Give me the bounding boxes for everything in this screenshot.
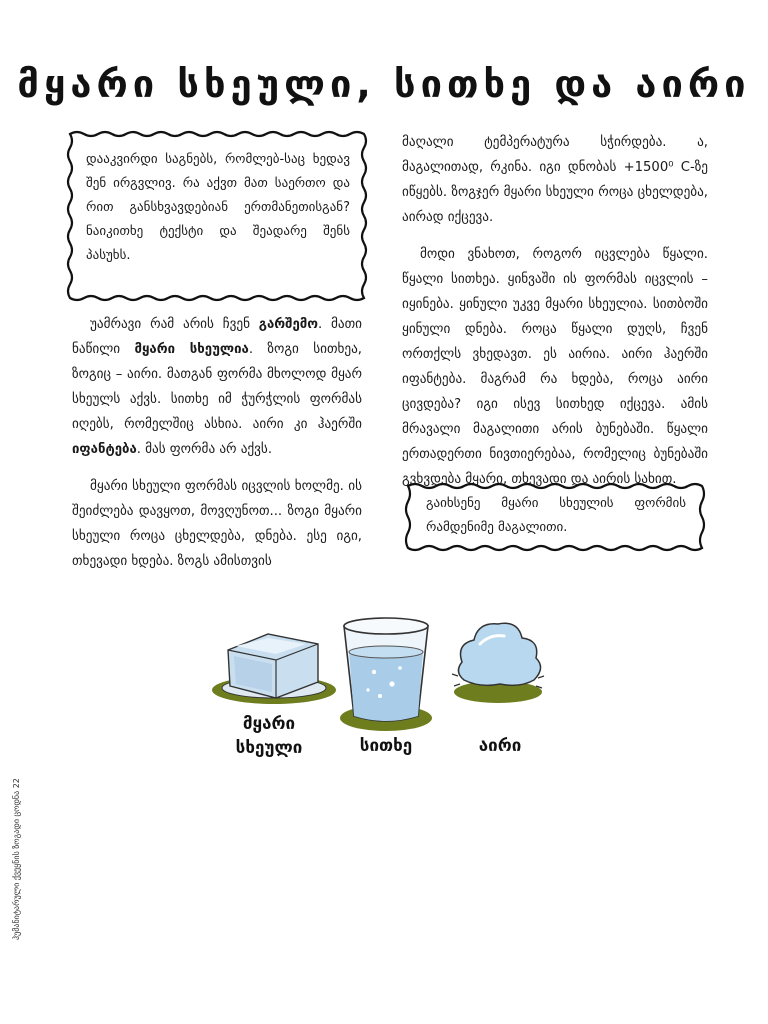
task-text: გაიხსენე მყარი სხეულის ფორმის რამდენიმე მაგალითი. — [426, 496, 686, 535]
liquid-label: სითხე — [359, 736, 413, 756]
text-run: . ზოგი სითხეა, ზოგიც – აირი. მათგან ფორმა მხოლოდ მყარ სხეულს აქვს. სითხე იმ ჭურჭლის ფორმას იღებს, რომელშიც ასხია. აირი კი ჰაერში — [72, 342, 362, 432]
page-title: მყარი სხეული, სითხე და აირი — [17, 62, 751, 106]
text-run: უამრავი რამ არის ჩვენ — [90, 317, 259, 332]
gas-cloud-illustration — [450, 614, 548, 706]
solid-label-line-2: სხეული — [235, 738, 303, 758]
page-footer: ჰუმანიტარული ქვეყნის ზოგადი ცოდნა 22 — [12, 778, 21, 940]
task-box — [402, 480, 708, 554]
question-box — [64, 128, 370, 304]
bold-term: იფანტება — [72, 442, 137, 457]
text-run: . მას ფორმა არ აქვს. — [136, 442, 273, 457]
left-column — [72, 312, 362, 586]
left-paragraph-2: მყარი სხეული ფორმას იცვლის ხოლმე. ის შეიძლება დავყოთ, მოვღუნოთ... ზოგი მყარი სხეული როცა ცხელდება, დნება. ესე იგი, თხევადი ხდება. ზოგს ამისთვის — [72, 479, 362, 569]
text-run: . მათი ნაწილი — [72, 317, 362, 357]
solid-label-line-1: მყარი — [242, 714, 296, 734]
bold-term: მყარი სხეულია — [134, 342, 249, 357]
gas-label: აირი — [478, 736, 522, 756]
water-glass-illustration — [334, 612, 440, 736]
right-paragraph-1: მაღალი ტემპერატურა სჭირდება. ა, მაგალითად, რკინა. იგი დნობას +1500⁰ C-ზე იწყებს. ზოგჯერ მყარი სხეული როცა ცხელდება, აირად იქცევა. — [402, 135, 708, 225]
right-paragraph-2: მოდი ვნახოთ, როგორ იცვლება წყალი. წყალი სითხეა. ყინვაში ის ფორმას იცვლის – იყინება. ყინული უკვე მყარი სხეულია. სითბოში ყინული დნება. როცა წყალი დუღს, ჩვენ ორთქლს ვხედავთ. ეს აირია. აირი ჰაერში იფანტება. მაგრამ რა ხდება, როცა აირი ცივდება? იგი ისევ სითხედ იქცევა. ამის მრავალი მაგალითი არის ბუნებაში. წყალი ერთადერთი ნივთიერებაა, რომელიც ბუნებაში გვხვდება მყარი, თხევადი და აირის სახით. — [402, 247, 708, 487]
left-paragraph-1 — [72, 312, 362, 462]
question-text: დააკვირდი საგნებს, რომლებ-საც ხედავ შენ ირგვლივ. რა აქვთ მათ საერთო და რით განსხვავდებიან ერთმანეთისგან? ნაიკითხე ტექსტი და შეადარე შენს პასუხს. — [86, 152, 350, 263]
ice-cube-illustration — [206, 622, 336, 710]
right-column — [402, 130, 708, 504]
bold-term: გარშემო — [258, 317, 318, 332]
solid-label — [214, 712, 324, 760]
